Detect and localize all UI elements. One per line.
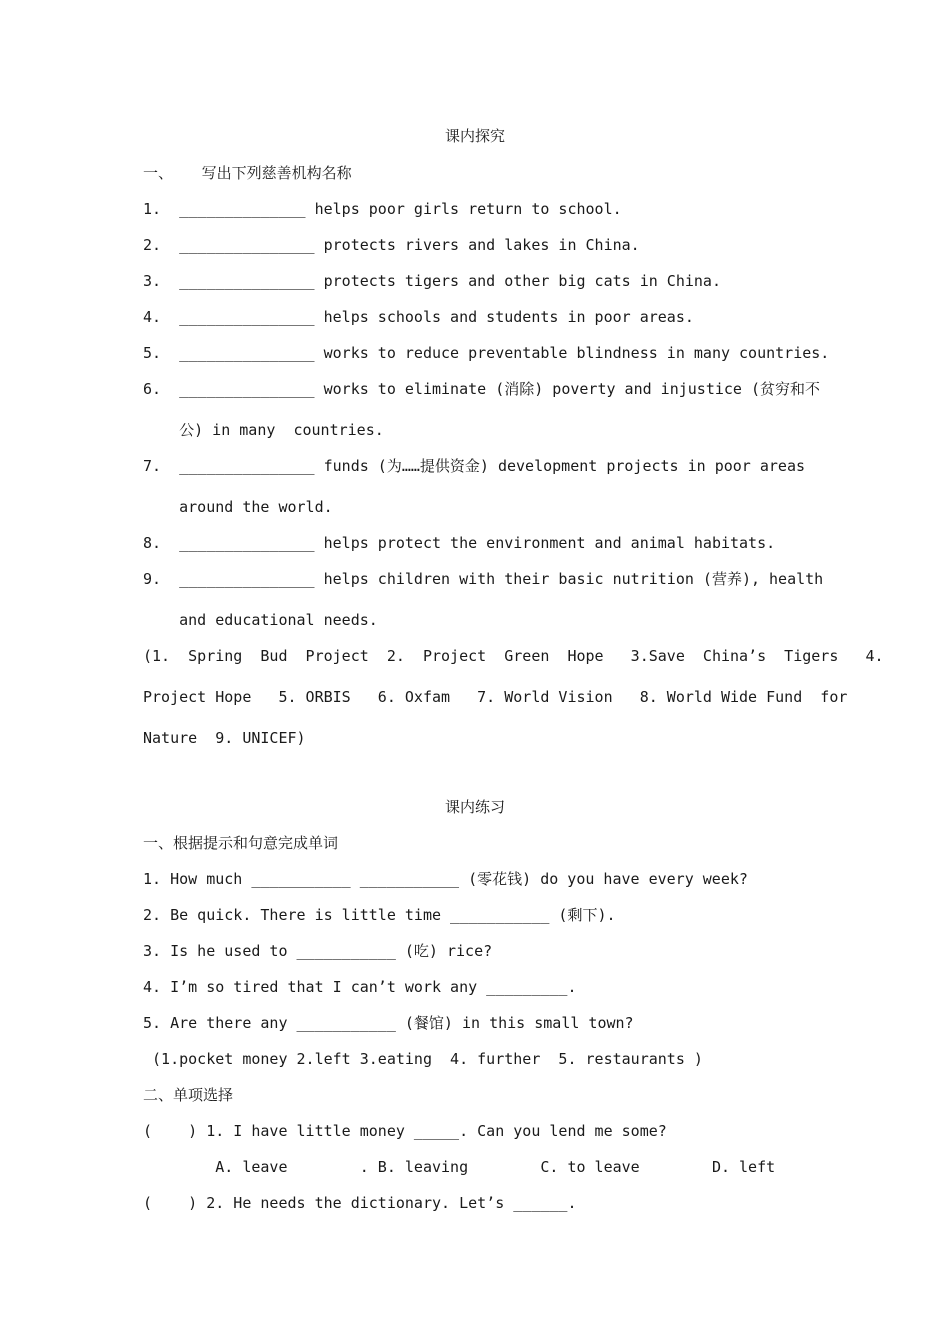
question-line: 9. _______________ helps children with their basic nutrition (营养), health: [143, 570, 824, 588]
question-line: 1. ______________ helps poor girls return to school.: [143, 200, 622, 218]
question-line: 2. Be quick. There is little time ___________ (剩下).: [143, 906, 616, 924]
mc-question: ( ) 1. I have little money _____. Can you lend me some?: [143, 1122, 667, 1140]
question-line: 8. _______________ helps protect the environment and animal habitats.: [143, 534, 776, 552]
question-line: 6. _______________ works to eliminate (消除) poverty and injustice (贫穷和不: [143, 380, 821, 398]
part-heading-charities: 一、 写出下列慈善机构名称: [143, 164, 352, 182]
question-line: 5. Are there any ___________ (餐馆) in this small town?: [143, 1014, 634, 1032]
question-line: 5. _______________ works to reduce preventable blindness in many countries.: [143, 344, 830, 362]
section-title-practice: 课内练习: [444, 798, 505, 816]
answer-key-line: Project Hope 5. ORBIS 6. Oxfam 7. World Vision 8. World Wide Fund for: [143, 688, 848, 706]
question-line-continued: and educational needs.: [143, 611, 378, 629]
part-heading-complete-words: 一、根据提示和句意完成单词: [143, 834, 339, 852]
answer-key-line: (1. Spring Bud Project 2. Project Green Hope 3.Save China’s Tigers 4.: [143, 647, 884, 665]
mc-question: ( ) 2. He needs the dictionary. Let’s ______.: [143, 1194, 577, 1212]
question-line: 3. Is he used to ___________ (吃) rice?: [143, 942, 493, 960]
question-line: 4. I’m so tired that I can’t work any _________.: [143, 978, 577, 996]
question-line: 1. How much ___________ ___________ (零花钱) do you have every week?: [143, 870, 748, 888]
part-heading-multiple-choice: 二、单项选择: [143, 1086, 234, 1104]
question-line-continued: around the world.: [143, 498, 333, 516]
answer-key-line: (1.pocket money 2.left 3.eating 4. further 5. restaurants ): [143, 1050, 703, 1068]
question-line: 4. _______________ helps schools and students in poor areas.: [143, 308, 694, 326]
question-line: 2. _______________ protects rivers and lakes in China.: [143, 236, 640, 254]
question-line: 7. _______________ funds (为……提供资金) development projects in poor areas: [143, 457, 806, 475]
mc-options: A. leave . B. leaving C. to leave D. left: [143, 1158, 776, 1176]
question-line-continued: 公) in many countries.: [143, 421, 384, 439]
section-title-explore: 课内探究: [444, 127, 505, 145]
question-line: 3. _______________ protects tigers and other big cats in China.: [143, 272, 721, 290]
answer-key-line: Nature 9. UNICEF): [143, 729, 306, 747]
